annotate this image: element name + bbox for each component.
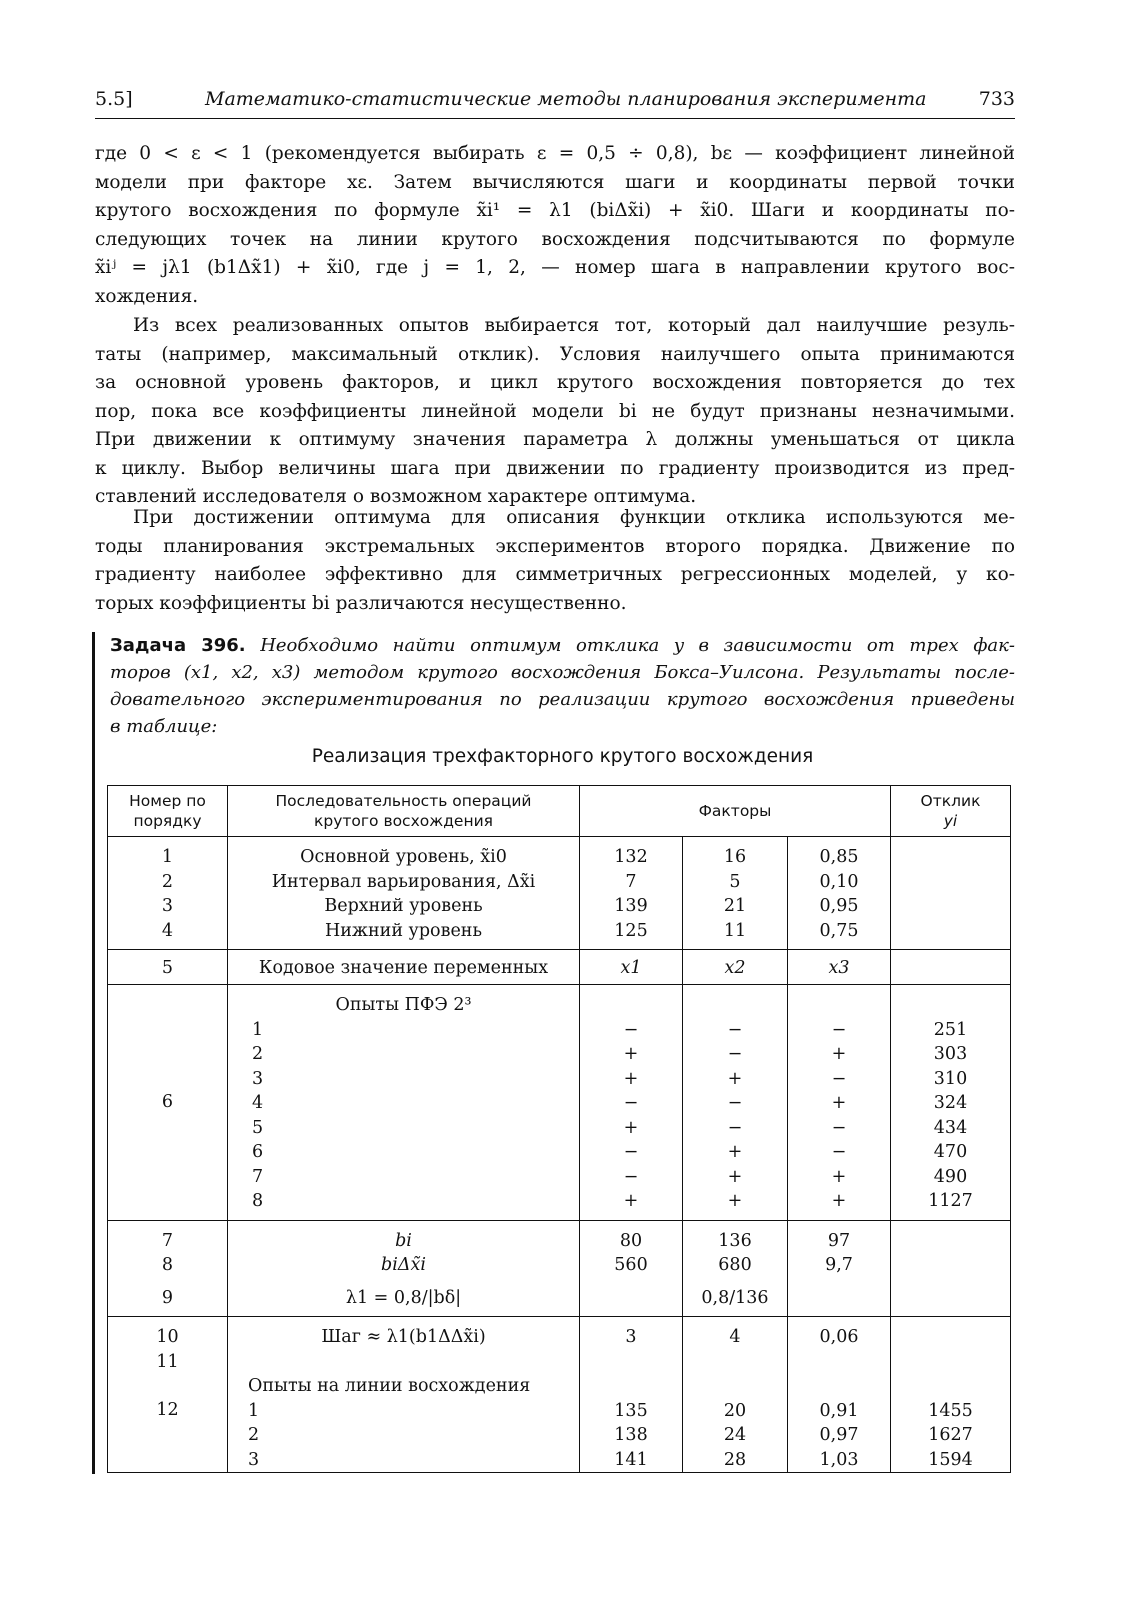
cell-factor-3: x3 xyxy=(788,950,891,985)
text-line: градиенту наиболее эффективно для симметричных регрессионных моделей, у ко- xyxy=(95,564,1015,585)
run-number: 1 xyxy=(252,1019,264,1040)
cell-value: 11 xyxy=(156,1351,179,1372)
cell-value: 0,06 xyxy=(819,1327,859,1347)
cell-value: 1,03 xyxy=(819,1449,859,1470)
sign-value: + xyxy=(831,1166,847,1187)
cell-value: Интервал варьирования, Δx̃i xyxy=(271,871,536,892)
text-line: тоды планирования экстремальных экспериментов второго порядка. Движение по xyxy=(95,535,1015,557)
text-line: торых коэффициенты bi различаются несущественно. xyxy=(95,592,627,614)
sign-value: − xyxy=(623,1142,639,1162)
chapter-title: Математико-статистические методы планирования эксперимента xyxy=(205,88,927,110)
section-number: 5.5] xyxy=(95,88,133,110)
cell-value: 4 xyxy=(729,1327,741,1347)
response-value: 470 xyxy=(933,1142,968,1162)
header-text: порядку xyxy=(133,812,202,830)
sign-value: + xyxy=(727,1166,743,1187)
cell-value: 135 xyxy=(614,1400,648,1421)
cell-factor-1 xyxy=(580,837,683,950)
cell-value: 0,75 xyxy=(819,920,859,941)
text-line: довательного экспериментирования по реализации крутого восхождения приведены xyxy=(110,689,1015,710)
text-line: за основной уровень факторов, и цикл крутого восхождения повторяется до тех xyxy=(95,372,1015,393)
cell-value: 97 xyxy=(827,1230,851,1251)
sign-value: − xyxy=(623,1093,639,1113)
header-factors: Факторы xyxy=(580,786,891,837)
cell-factor-1 xyxy=(580,985,683,1221)
cell-value: 0,95 xyxy=(819,896,859,916)
text-line: в таблице: xyxy=(110,716,218,737)
cell-value: Верхний уровень xyxy=(324,896,483,916)
response-value: 324 xyxy=(933,1093,968,1113)
cell-num: 5 xyxy=(108,950,228,985)
table-group-coefficients xyxy=(108,1220,1011,1317)
sign-value: − xyxy=(727,1044,743,1064)
cell-ops xyxy=(228,1317,580,1473)
cell-value: 11 xyxy=(723,920,747,941)
paragraph-2 xyxy=(95,312,1015,512)
cell-factor-1 xyxy=(580,1317,683,1473)
cell-value: 560 xyxy=(614,1255,648,1275)
text-line: При достижении оптимума для описания функции отклика используются ме- xyxy=(133,507,1015,528)
cell-value: 21 xyxy=(723,896,747,916)
cell-factor-3 xyxy=(788,1317,891,1473)
cell-factor-2 xyxy=(683,1317,788,1473)
header-ops xyxy=(228,786,580,837)
cell-factor-2 xyxy=(683,837,788,950)
cell-value: 2 xyxy=(161,871,174,892)
cell-value: 141 xyxy=(614,1449,648,1470)
text-line: ставлений исследователя о возможном характере оптимума. xyxy=(95,486,697,507)
task-label: Задача 396. xyxy=(110,635,246,656)
cell-value: 7 xyxy=(625,871,637,892)
sign-value: + xyxy=(623,1117,639,1138)
cell-factor-1: x1 xyxy=(580,950,683,985)
header-num xyxy=(108,786,228,837)
run-number: 6 xyxy=(252,1142,264,1162)
pfe-title: Опыты ПФЭ 2³ xyxy=(335,995,472,1015)
run-number: 4 xyxy=(252,1093,264,1113)
cell-value: 680 xyxy=(718,1255,752,1275)
cell-value: 0,85 xyxy=(819,847,859,867)
cell-value: 0,91 xyxy=(819,1400,859,1421)
cell-value: biΔx̃i xyxy=(381,1255,426,1275)
run-number: 5 xyxy=(252,1117,264,1138)
sign-value: + xyxy=(623,1044,639,1064)
text-line: следующих точек на линии крутого восхождения подсчитываются по формуле xyxy=(95,228,1015,250)
cell-value: 12 xyxy=(156,1400,179,1420)
header-response xyxy=(891,786,1011,837)
task-margin-bar xyxy=(92,632,95,1474)
response-value: 434 xyxy=(933,1117,968,1138)
cell-value: 4 xyxy=(161,920,174,941)
cell-response xyxy=(891,1220,1011,1317)
text-line: таты (например, максимальный отклик). Условия наилучшего опыта принимаются xyxy=(95,343,1015,365)
cell-value: 80 xyxy=(619,1230,643,1251)
header-text: Последовательность операций xyxy=(275,792,532,810)
run-number: 1 xyxy=(248,1400,260,1421)
cell-value: Нижний уровень xyxy=(324,920,482,941)
cell-value: 136 xyxy=(718,1230,752,1251)
cell-value: 0,8/136 xyxy=(701,1287,769,1308)
text-line: где 0 < ε < 1 (рекомендуется выбирать ε = 0,5 ÷ 0,8), bε — коэффициент линейной xyxy=(95,143,1015,164)
cell-num xyxy=(108,837,228,950)
cell-value: 9,7 xyxy=(825,1255,853,1275)
run-number: 7 xyxy=(252,1166,264,1187)
text-line: хождения. xyxy=(95,285,199,307)
sign-value: + xyxy=(831,1093,847,1113)
cell-factor-3 xyxy=(788,985,891,1221)
cell-value: λ1 = 0,8/|bδ| xyxy=(345,1287,462,1308)
cell-factor-3 xyxy=(788,1220,891,1317)
header-text: Номер по xyxy=(129,792,206,810)
sign-value: + xyxy=(623,1191,639,1211)
run-number: 2 xyxy=(248,1425,260,1445)
cell-value: 8 xyxy=(161,1255,174,1275)
cell-response xyxy=(891,1317,1011,1473)
cell-factor-3 xyxy=(788,837,891,950)
sign-value: + xyxy=(727,1068,743,1089)
run-number: 3 xyxy=(252,1068,264,1089)
sign-value: − xyxy=(623,1019,639,1040)
sign-value: + xyxy=(623,1068,639,1089)
text-line: При движении к оптимуму значения параметра λ должны уменьшаться от цикла xyxy=(95,429,1015,450)
cell-value: 132 xyxy=(614,847,648,867)
cell-response xyxy=(891,985,1011,1221)
ascent-title: Опыты на линии восхождения xyxy=(248,1376,531,1396)
cell-value: 28 xyxy=(723,1449,747,1470)
table-caption: Реализация трехфакторного крутого восхождения xyxy=(311,746,814,767)
cell-num xyxy=(108,1317,228,1473)
text-line: пор, пока все коэффициенты линейной модели bi не будут признаны незначимыми. xyxy=(95,400,1015,422)
cell-value: 10 xyxy=(156,1327,179,1347)
sign-value: − xyxy=(623,1166,639,1187)
sign-value: + xyxy=(727,1191,743,1211)
task-statement xyxy=(110,632,1015,740)
cell-num xyxy=(108,1220,228,1317)
header-text: крутого восхождения xyxy=(314,812,493,830)
text-line: Из всех реализованных опытов выбирается тот, который дал наилучшие резуль- xyxy=(133,315,1015,336)
cell-ops: Кодовое значение переменных xyxy=(228,950,580,985)
cell-value: 3 xyxy=(161,896,174,916)
paragraph-1 xyxy=(95,140,1015,311)
text-line: к циклу. Выбор величины шага при движении по градиенту производится из пред- xyxy=(95,457,1015,479)
sign-value: − xyxy=(831,1068,847,1089)
step-formula: Шаг ≈ λ1(b1ΔΔx̃i) xyxy=(321,1327,486,1347)
response-value: 303 xyxy=(933,1044,968,1064)
cell-response xyxy=(891,837,1011,950)
text-line: x̃iʲ = jλ1 (b1Δx̃1) + x̃i0, где j = 1, 2, — номер шага в направлении крутого вос- xyxy=(95,257,1015,278)
cell-response xyxy=(891,950,1011,985)
cell-value: 5 xyxy=(729,871,741,892)
cell-value: 9 xyxy=(161,1287,174,1308)
cell-value: 7 xyxy=(161,1230,174,1251)
cell-value: 125 xyxy=(614,920,648,941)
sign-value: + xyxy=(727,1142,743,1162)
cell-factor-2 xyxy=(683,985,788,1221)
header-text: Отклик xyxy=(920,792,981,810)
response-value: 251 xyxy=(933,1019,968,1040)
cell-value: 24 xyxy=(723,1425,747,1445)
header-text: yi xyxy=(943,812,958,830)
sign-value: + xyxy=(831,1044,847,1064)
response-value: 1455 xyxy=(928,1400,973,1421)
task-text: Необходимо найти оптимум отклика y в зависимости от трех фак- xyxy=(260,635,1015,656)
cell-value: 3 xyxy=(625,1327,637,1347)
run-number: 8 xyxy=(252,1191,264,1211)
sign-value: + xyxy=(831,1191,847,1211)
cell-factor-1 xyxy=(580,1220,683,1317)
sign-value: − xyxy=(831,1019,847,1040)
response-value: 1594 xyxy=(928,1449,973,1470)
cell-ops xyxy=(228,1220,580,1317)
table-group-coded xyxy=(108,950,1011,985)
table-group-levels xyxy=(108,837,1011,950)
run-number: 2 xyxy=(252,1044,264,1064)
cell-value: 0,10 xyxy=(819,871,859,892)
sign-value: − xyxy=(831,1142,847,1162)
page-number: 733 xyxy=(978,88,1015,110)
text-line xyxy=(110,632,1015,659)
response-value: 490 xyxy=(933,1166,968,1187)
paragraph-3 xyxy=(95,504,1015,618)
response-value: 1127 xyxy=(928,1191,973,1211)
cell-ops xyxy=(228,985,580,1221)
cell-value: 139 xyxy=(614,896,648,916)
cell-value: 1 xyxy=(161,847,174,867)
results-table xyxy=(107,785,1011,1473)
cell-value: 0,97 xyxy=(819,1425,859,1445)
text-line: торов (x1, x2, x3) методом крутого восхождения Бокса–Уилсона. Результаты после- xyxy=(110,662,1015,683)
run-number: 3 xyxy=(248,1449,260,1470)
text-line: крутого восхождения по формуле x̃i¹ = λ1 (biΔx̃i) + x̃i0. Шаги и координаты по- xyxy=(95,200,1015,221)
cell-value: 138 xyxy=(614,1425,648,1445)
sign-value: − xyxy=(727,1019,743,1040)
cell-value: 20 xyxy=(723,1400,747,1421)
sign-value: − xyxy=(727,1117,743,1138)
text-line: модели при факторе xε. Затем вычисляются шаги и координаты первой точки xyxy=(95,171,1015,193)
table-group-ascent xyxy=(108,1317,1011,1473)
table-header-row xyxy=(108,786,1011,837)
table-group-pfe xyxy=(108,985,1011,1221)
cell-num: 6 xyxy=(108,985,228,1221)
sign-value: − xyxy=(727,1093,743,1113)
cell-factor-2 xyxy=(683,1220,788,1317)
cell-value: bi xyxy=(395,1230,412,1251)
response-value: 310 xyxy=(933,1068,968,1089)
cell-factor-2: x2 xyxy=(683,950,788,985)
cell-value: 16 xyxy=(723,847,747,867)
sign-value: − xyxy=(831,1117,847,1138)
running-head xyxy=(95,88,1015,119)
cell-value: Основной уровень, x̃i0 xyxy=(300,847,507,867)
cell-ops xyxy=(228,837,580,950)
response-value: 1627 xyxy=(928,1425,973,1445)
